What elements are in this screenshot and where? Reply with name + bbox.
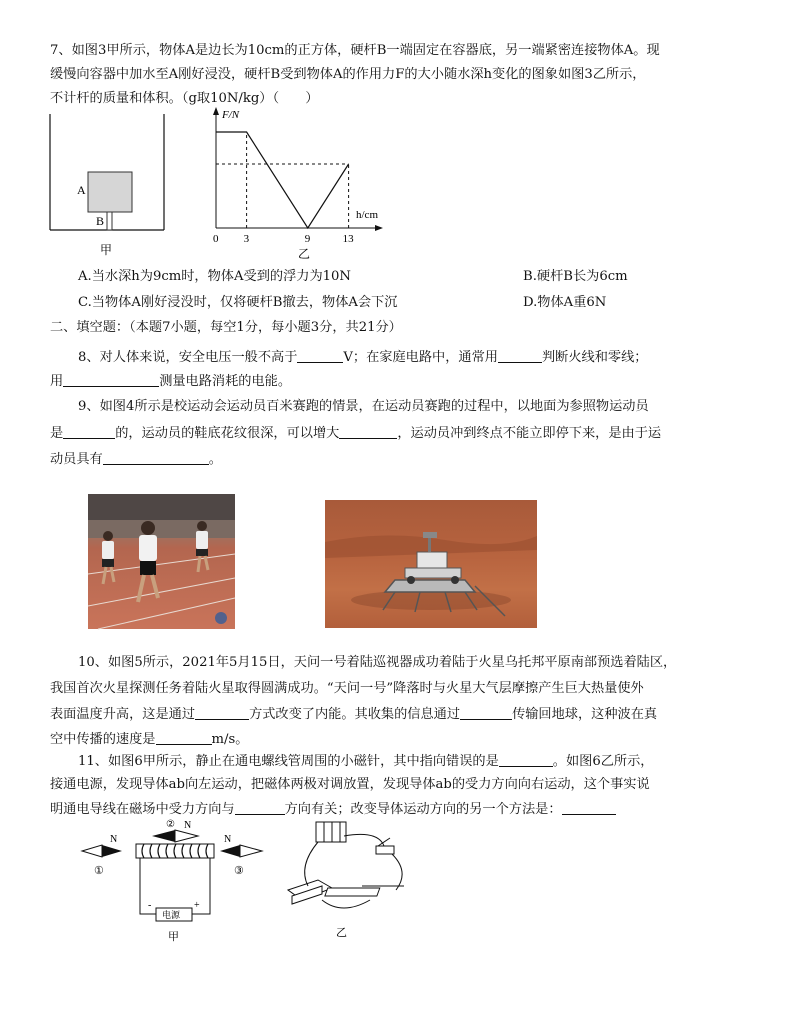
q8-text-2: V；在家庭电路中，通常用 (343, 350, 498, 365)
q10-text-3c: 传输回地球，这种波在真 (512, 707, 658, 722)
series-line-F-vs-h (216, 132, 349, 228)
q7-option-a: A.当水深h为9cm时，物体A受到的浮力为10N (78, 269, 351, 284)
q11-blank-2[interactable] (235, 800, 285, 815)
x-tick-label-0: 0 (213, 233, 219, 245)
q11-text-3a: 明通电导线在磁场中受力方向与 (50, 802, 235, 817)
needle-1-number: ① (94, 865, 104, 877)
cube-a-shape (88, 172, 132, 212)
caption-yi: 乙 (298, 247, 311, 261)
q8-blank-2[interactable] (498, 348, 542, 363)
q9-text-3: 的，运动员的鞋底花纹很深，可以增大 (115, 426, 340, 441)
needle-2-n-label: N (184, 820, 192, 831)
q8-text-3: 判断火线和零线； (541, 350, 648, 365)
q7-line-3: 不计杆的质量和体积。（g取10N/kg）（ ） (50, 91, 319, 106)
q10-text-4a: 空中传播的速度是 (50, 732, 156, 747)
q10-line-1: 10、如图5所示，2021年5月15日，天问一号着陆巡视器成功着陆于火星乌托邦平原南部预选着陆区， (78, 655, 677, 670)
q10-blank-1[interactable] (195, 705, 249, 720)
x-tick-label-13: 13 (342, 233, 354, 245)
q9-blank-2[interactable] (339, 424, 397, 439)
needle-2-number: ② (166, 819, 175, 830)
battery-pack (316, 822, 346, 842)
power-minus-label: - (148, 900, 152, 911)
q7-line-2: 缓慢向容器中加水至A刚好浸没，硬杆B受到物体A的作用力F的大小随水深h变化的图象如图3乙所示， (50, 67, 646, 82)
y-axis-label: F/N (222, 109, 240, 121)
q8-blank-1[interactable] (297, 348, 343, 363)
figure-4-sprint-photo (88, 494, 235, 629)
q8-text-4: 用 (50, 374, 64, 389)
compass-needle-3 (220, 845, 262, 857)
q10-text-3b: 方式改变了内能。其收集的信息通过 (249, 707, 461, 722)
q11-text-1a: 11、如图6甲所示，静止在通电螺线管周围的小磁针，其中指向错误的是 (78, 754, 499, 769)
q7-option-c: C.当物体A刚好浸没时，仅将硬杆B撤去，物体A会下沉 (78, 295, 398, 310)
horseshoe-magnet (288, 880, 332, 904)
q9-text-4: ，运动员冲到终点不能立即停下来，是由于运 (397, 426, 662, 441)
power-plus-label: + (194, 900, 200, 911)
q10-blank-3[interactable] (156, 730, 212, 745)
x-axis-arrow (375, 225, 383, 231)
q10-line-4 (50, 730, 248, 749)
q7-option-d: D.物体A重6N (523, 295, 607, 310)
q9-blank-3[interactable] (103, 450, 209, 465)
rod-b-shape (107, 212, 112, 230)
section-2-title: 二、填空题：（本题7小题，每空1分，每小题3分，共21分） (50, 320, 402, 335)
needle-1-n-label: N (110, 834, 118, 845)
q11-text-1b: 。如图6乙所示， (552, 754, 654, 769)
q11-line-2: 接通电源，发现导体ab向左运动，把磁体两极对调放置，发现导体ab的受力方向向右运动，这个事实说 (50, 777, 650, 792)
q11-blank-3[interactable] (562, 800, 616, 815)
caption-6-yi: 乙 (336, 927, 347, 939)
figure-6-yi-apparatus (278, 816, 418, 940)
q9-text-6: 。 (208, 452, 222, 467)
q10-line-2: 我国首次火星探测任务着陆火星取得圆满成功。“天问一号”降落时与火星大气层摩擦产生巨大热量使外 (50, 681, 644, 696)
compass-needle-1 (82, 845, 122, 857)
caption-jia: 甲 (100, 243, 113, 257)
figure-3-jia (44, 112, 174, 262)
q8-text-1: 8、对人体来说，安全电压一般不高于 (78, 350, 298, 365)
q9-line-3 (50, 450, 222, 469)
x-axis-label: h/cm (356, 209, 378, 221)
q7-option-b: B.硬杆B长为6cm (523, 269, 628, 284)
needle-3-n-label: N (224, 834, 232, 845)
wires (305, 834, 402, 908)
figure-6-jia-solenoid (80, 819, 270, 946)
q10-text-3a: 表面温度升高，这是通过 (50, 707, 196, 722)
q9-blank-1[interactable] (63, 424, 115, 439)
q8-blank-3[interactable] (63, 372, 159, 387)
compass-needle-2 (152, 830, 198, 842)
switch (376, 838, 394, 854)
power-source-label: 电源 (162, 910, 181, 920)
q11-text-3b: 方向有关；改变导体运动方向的另一个方法是： (284, 802, 562, 817)
q8-text-5: 测量电路消耗的电能。 (159, 374, 292, 389)
q8-line-2 (50, 372, 291, 391)
q8-line-1 (78, 348, 647, 367)
q9-line-2 (50, 424, 661, 443)
label-a: A (77, 183, 86, 197)
q11-blank-1[interactable] (499, 752, 553, 767)
needle-3-number: ③ (234, 865, 244, 877)
q10-text-4b: m/s。 (211, 732, 249, 747)
q7-line-1: 7、如图3甲所示，物体A是边长为10cm的正方体，硬杆B一端固定在容器底，另一端紧密连接物体A。现 (50, 43, 660, 58)
q11-line-1 (78, 752, 654, 771)
figure-5-mars-rover-photo (325, 500, 537, 628)
q9-text-5: 动员具有 (50, 452, 103, 467)
q9-line-1: 9、如图4所示是校运动会运动员百米赛跑的情景，在运动员赛跑的过程中，以地面为参照物运动员 (78, 399, 649, 414)
y-axis-arrow (213, 107, 219, 115)
runner-right (196, 521, 208, 572)
q10-blank-2[interactable] (460, 705, 512, 720)
q9-text-2: 是 (50, 426, 64, 441)
x-tick-label-3: 3 (243, 233, 250, 245)
label-b: B (96, 214, 105, 228)
caption-6-jia: 甲 (168, 931, 179, 943)
runner-left (102, 531, 114, 584)
x-tick-label-9: 9 (304, 233, 311, 245)
rails (325, 886, 404, 896)
q10-line-3 (50, 705, 657, 724)
figure-3-yi-chart (206, 104, 396, 264)
